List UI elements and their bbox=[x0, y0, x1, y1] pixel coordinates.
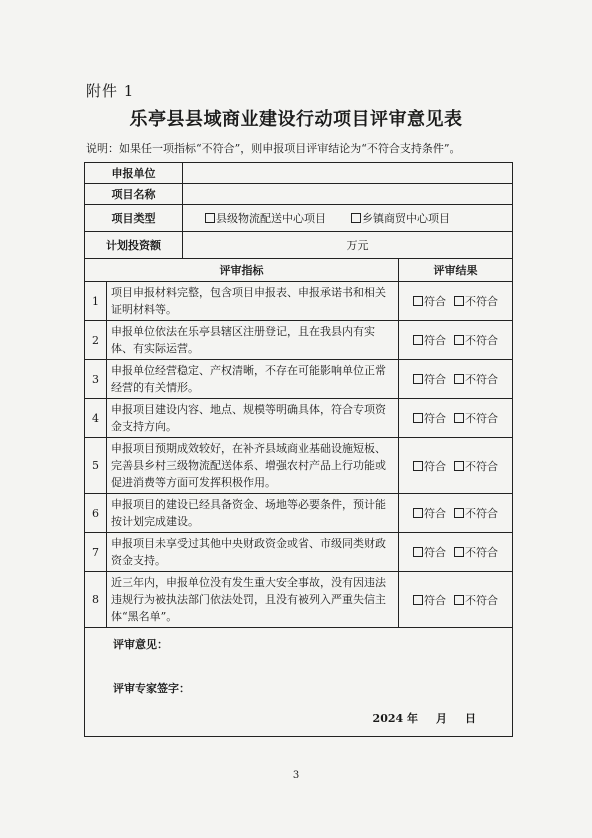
review-opinion-area[interactable] bbox=[85, 628, 513, 737]
criteria-number: 5 bbox=[85, 438, 107, 494]
criteria-row bbox=[85, 360, 513, 399]
attachment-label: 附件 1 bbox=[86, 82, 135, 100]
review-form-table bbox=[84, 162, 513, 737]
checkbox-icon bbox=[413, 413, 423, 423]
checkbox-icon bbox=[413, 508, 423, 518]
applicant-row bbox=[85, 163, 513, 184]
page-number: 3 bbox=[292, 770, 300, 781]
applicant-label: 申报单位 bbox=[85, 163, 183, 184]
checkbox-icon bbox=[413, 296, 423, 306]
criteria-number: 4 bbox=[85, 399, 107, 438]
criteria-row bbox=[85, 494, 513, 533]
result-option-yes[interactable]: 符合 bbox=[413, 460, 446, 473]
criteria-number: 6 bbox=[85, 494, 107, 533]
result-option-yes[interactable]: 符合 bbox=[413, 546, 446, 559]
criteria-row bbox=[85, 572, 513, 628]
result-option-no[interactable]: 不符合 bbox=[454, 295, 498, 308]
result-option-no[interactable]: 不符合 bbox=[454, 334, 498, 347]
criteria-result bbox=[399, 494, 513, 533]
criteria-result bbox=[399, 438, 513, 494]
criteria-text: 申报项目的建设已经具备资金、场地等必要条件，预计能按计划完成建设。 bbox=[107, 494, 399, 533]
criteria-header: 评审指标 bbox=[85, 259, 399, 282]
criteria-result bbox=[399, 321, 513, 360]
page-title: 乐亭县县域商业建设行动项目评审意见表 bbox=[129, 109, 463, 130]
result-header: 评审结果 bbox=[399, 259, 513, 282]
result-option-no[interactable]: 不符合 bbox=[454, 594, 498, 607]
criteria-number: 2 bbox=[85, 321, 107, 360]
criteria-text: 申报项目未享受过其他中央财政资金或省、市级同类财政资金支持。 bbox=[107, 533, 399, 572]
criteria-text: 申报项目建设内容、地点、规模等明确具体，符合专项资金支持方向。 bbox=[107, 399, 399, 438]
project-name-label: 项目名称 bbox=[85, 184, 183, 205]
criteria-result bbox=[399, 533, 513, 572]
result-option-yes[interactable]: 符合 bbox=[413, 334, 446, 347]
criteria-number: 1 bbox=[85, 282, 107, 321]
applicant-value[interactable] bbox=[183, 163, 513, 184]
checkbox-icon bbox=[454, 335, 464, 345]
instruction-note: 说明：如果任一项指标“不符合”，则申报项目评审结论为“不符合支持条件”。 bbox=[86, 142, 461, 155]
criteria-result bbox=[399, 572, 513, 628]
checkbox-icon bbox=[413, 335, 423, 345]
checkbox-icon bbox=[413, 374, 423, 384]
investment-unit: 万元 bbox=[346, 239, 369, 252]
signature-label: 评审专家签字： bbox=[113, 682, 190, 695]
criteria-text: 项目申报材料完整，包含项目申报表、申报承诺书和相关证明材料等。 bbox=[107, 282, 399, 321]
checkbox-icon bbox=[454, 547, 464, 557]
project-type-row bbox=[85, 205, 513, 232]
project-type-option-town[interactable]: 乡镇商贸中心项目 bbox=[351, 212, 450, 225]
date-day: 日 bbox=[465, 712, 476, 725]
result-option-no[interactable]: 不符合 bbox=[454, 460, 498, 473]
criteria-row bbox=[85, 321, 513, 360]
result-option-no[interactable]: 不符合 bbox=[454, 546, 498, 559]
criteria-text: 近三年内，申报单位没有发生重大安全事故，没有因违法违规行为被执法部门依法处罚，且没有被列入严重失信主体“黑名单”。 bbox=[107, 572, 399, 628]
criteria-row bbox=[85, 282, 513, 321]
criteria-number: 7 bbox=[85, 533, 107, 572]
checkbox-icon bbox=[413, 547, 423, 557]
criteria-row bbox=[85, 399, 513, 438]
result-option-yes[interactable]: 符合 bbox=[413, 412, 446, 425]
result-option-yes[interactable]: 符合 bbox=[413, 295, 446, 308]
result-option-no[interactable]: 不符合 bbox=[454, 507, 498, 520]
checkbox-icon bbox=[351, 213, 361, 223]
checkbox-icon bbox=[454, 413, 464, 423]
result-option-yes[interactable]: 符合 bbox=[413, 373, 446, 386]
criteria-number: 3 bbox=[85, 360, 107, 399]
checkbox-icon bbox=[454, 374, 464, 384]
project-type-option-county[interactable]: 县级物流配送中心项目 bbox=[205, 212, 326, 225]
investment-label: 计划投资额 bbox=[85, 232, 183, 259]
project-name-row bbox=[85, 184, 513, 205]
criteria-number: 8 bbox=[85, 572, 107, 628]
criteria-result bbox=[399, 282, 513, 321]
criteria-row bbox=[85, 438, 513, 494]
criteria-result bbox=[399, 360, 513, 399]
investment-row bbox=[85, 232, 513, 259]
project-type-options bbox=[183, 205, 513, 232]
checkbox-icon bbox=[454, 595, 464, 605]
opinion-label: 评审意见： bbox=[113, 638, 168, 651]
result-option-no[interactable]: 不符合 bbox=[454, 412, 498, 425]
date-line bbox=[373, 710, 476, 726]
investment-value[interactable] bbox=[183, 232, 513, 259]
criteria-text: 申报项目预期成效较好，在补齐县域商业基础设施短板、完善县乡村三级物流配送体系、增强农村产品上行功能或促进消费等方面可发挥积极作用。 bbox=[107, 438, 399, 494]
criteria-text: 申报单位经营稳定、产权清晰，不存在可能影响单位正常经营的有关情形。 bbox=[107, 360, 399, 399]
criteria-text: 申报单位依法在乐亭县辖区注册登记，且在我县内有实体、有实际运营。 bbox=[107, 321, 399, 360]
result-option-no[interactable]: 不符合 bbox=[454, 373, 498, 386]
checkbox-icon bbox=[413, 461, 423, 471]
footer-row bbox=[85, 628, 513, 737]
date-year: 2024 年 bbox=[372, 712, 418, 725]
checkbox-icon bbox=[454, 508, 464, 518]
date-month: 月 bbox=[436, 712, 447, 725]
table-header-row bbox=[85, 259, 513, 282]
criteria-row bbox=[85, 533, 513, 572]
checkbox-icon bbox=[454, 296, 464, 306]
checkbox-icon bbox=[454, 461, 464, 471]
criteria-result bbox=[399, 399, 513, 438]
result-option-yes[interactable]: 符合 bbox=[413, 594, 446, 607]
checkbox-icon bbox=[205, 213, 215, 223]
result-option-yes[interactable]: 符合 bbox=[413, 507, 446, 520]
project-name-value[interactable] bbox=[183, 184, 513, 205]
project-type-label: 项目类型 bbox=[85, 205, 183, 232]
checkbox-icon bbox=[413, 595, 423, 605]
